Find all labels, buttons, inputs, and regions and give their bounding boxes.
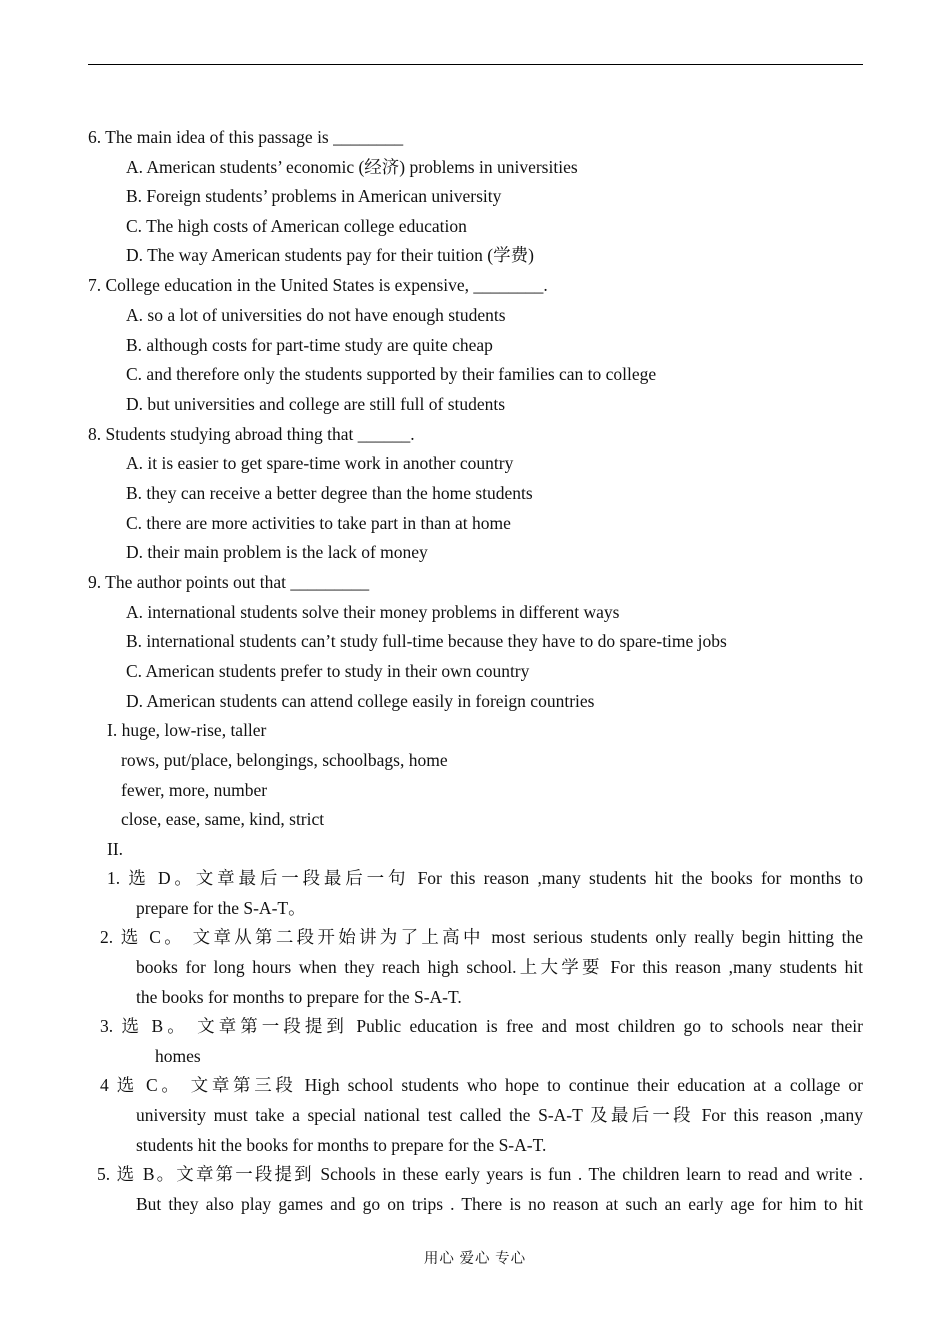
answer-item-3: 3. 选 B。 文章第一段提到 Public education is free and most children go to schools near their: [100, 1016, 863, 1036]
question-7-option-d: D. but universities and college are still full of students: [126, 394, 506, 414]
question-6-option-b: B. Foreign students’ problems in American university: [126, 186, 502, 206]
question-9-stem: 9. The author points out that _________: [88, 572, 370, 592]
question-7-option-b: B. although costs for part-time study are quite cheap: [126, 335, 493, 355]
answers-part1-line: rows, put/place, belongings, schoolbags, home: [121, 750, 448, 770]
answer-item-1: 1. 选 D。文章最后一段最后一句 For this reason ,many students hit the books for months to: [107, 868, 863, 888]
answer-item-3-continuation: homes: [155, 1046, 201, 1066]
answer-item-2: 2. 选 C。 文章从第二段开始讲为了上高中 most serious students only really begin hitting the: [100, 927, 863, 947]
answer-item-5-continuation: But they also play games and go on trips . There is no reason at such an early age for him to hit: [136, 1194, 863, 1214]
question-7-option-a: A. so a lot of universities do not have enough students: [126, 305, 506, 325]
question-9-option-c: C. American students prefer to study in their own country: [126, 661, 530, 681]
question-6-option-d: D. The way American students pay for their tuition (学费): [126, 245, 534, 265]
question-9-option-d: D. American students can attend college easily in foreign countries: [126, 691, 595, 711]
answer-item-4: 4 选 C。 文章第三段 High school students who hope to continue their education at a collage or: [100, 1075, 863, 1095]
answer-item-5: 5. 选 B。文章第一段提到 Schools in these early years is fun . The children learn to read and write .: [97, 1164, 863, 1184]
question-8-option-b: B. they can receive a better degree than the home students: [126, 483, 533, 503]
question-6-stem: 6. The main idea of this passage is ________: [88, 127, 404, 147]
question-8-option-a: A. it is easier to get spare-time work in another country: [126, 453, 514, 473]
answers-part2-heading: II.: [107, 839, 124, 859]
answer-item-4-continuation: university must take a special national test called the S-A-T 及最后一段 For this reason ,many: [136, 1105, 863, 1125]
question-7-stem: 7. College education in the United States is expensive, ________.: [88, 275, 548, 295]
answer-item-2-continuation: books for long hours when they reach high school.上大学要 For this reason ,many students hit: [136, 957, 863, 977]
answers-part1-line: fewer, more, number: [121, 780, 268, 800]
answer-item-2-continuation: the books for months to prepare for the S-A-T.: [136, 987, 462, 1007]
question-9-option-b: B. international students can’t study full-time because they have to do spare-time jobs: [126, 631, 727, 651]
question-9-option-a: A. international students solve their money problems in different ways: [126, 602, 620, 622]
header-rule: [88, 64, 863, 65]
question-6-option-c: C. The high costs of American college education: [126, 216, 467, 236]
answers-part1-heading: I. huge, low-rise, taller: [107, 720, 267, 740]
question-7-option-c: C. and therefore only the students supported by their families can to college: [126, 364, 657, 384]
question-8-option-d: D. their main problem is the lack of money: [126, 542, 428, 562]
answer-item-4-continuation: students hit the books for months to prepare for the S-A-T.: [136, 1135, 547, 1155]
answer-item-1-continuation: prepare for the S-A-T。: [136, 898, 306, 918]
question-8-stem: 8. Students studying abroad thing that ______.: [88, 424, 415, 444]
answers-part1-line: close, ease, same, kind, strict: [121, 809, 325, 829]
page-footer: 用心 爱心 专心: [423, 1251, 527, 1267]
question-6-option-a: A. American students’ economic (经济) problems in universities: [126, 157, 578, 177]
question-8-option-c: C. there are more activities to take part in than at home: [126, 513, 511, 533]
